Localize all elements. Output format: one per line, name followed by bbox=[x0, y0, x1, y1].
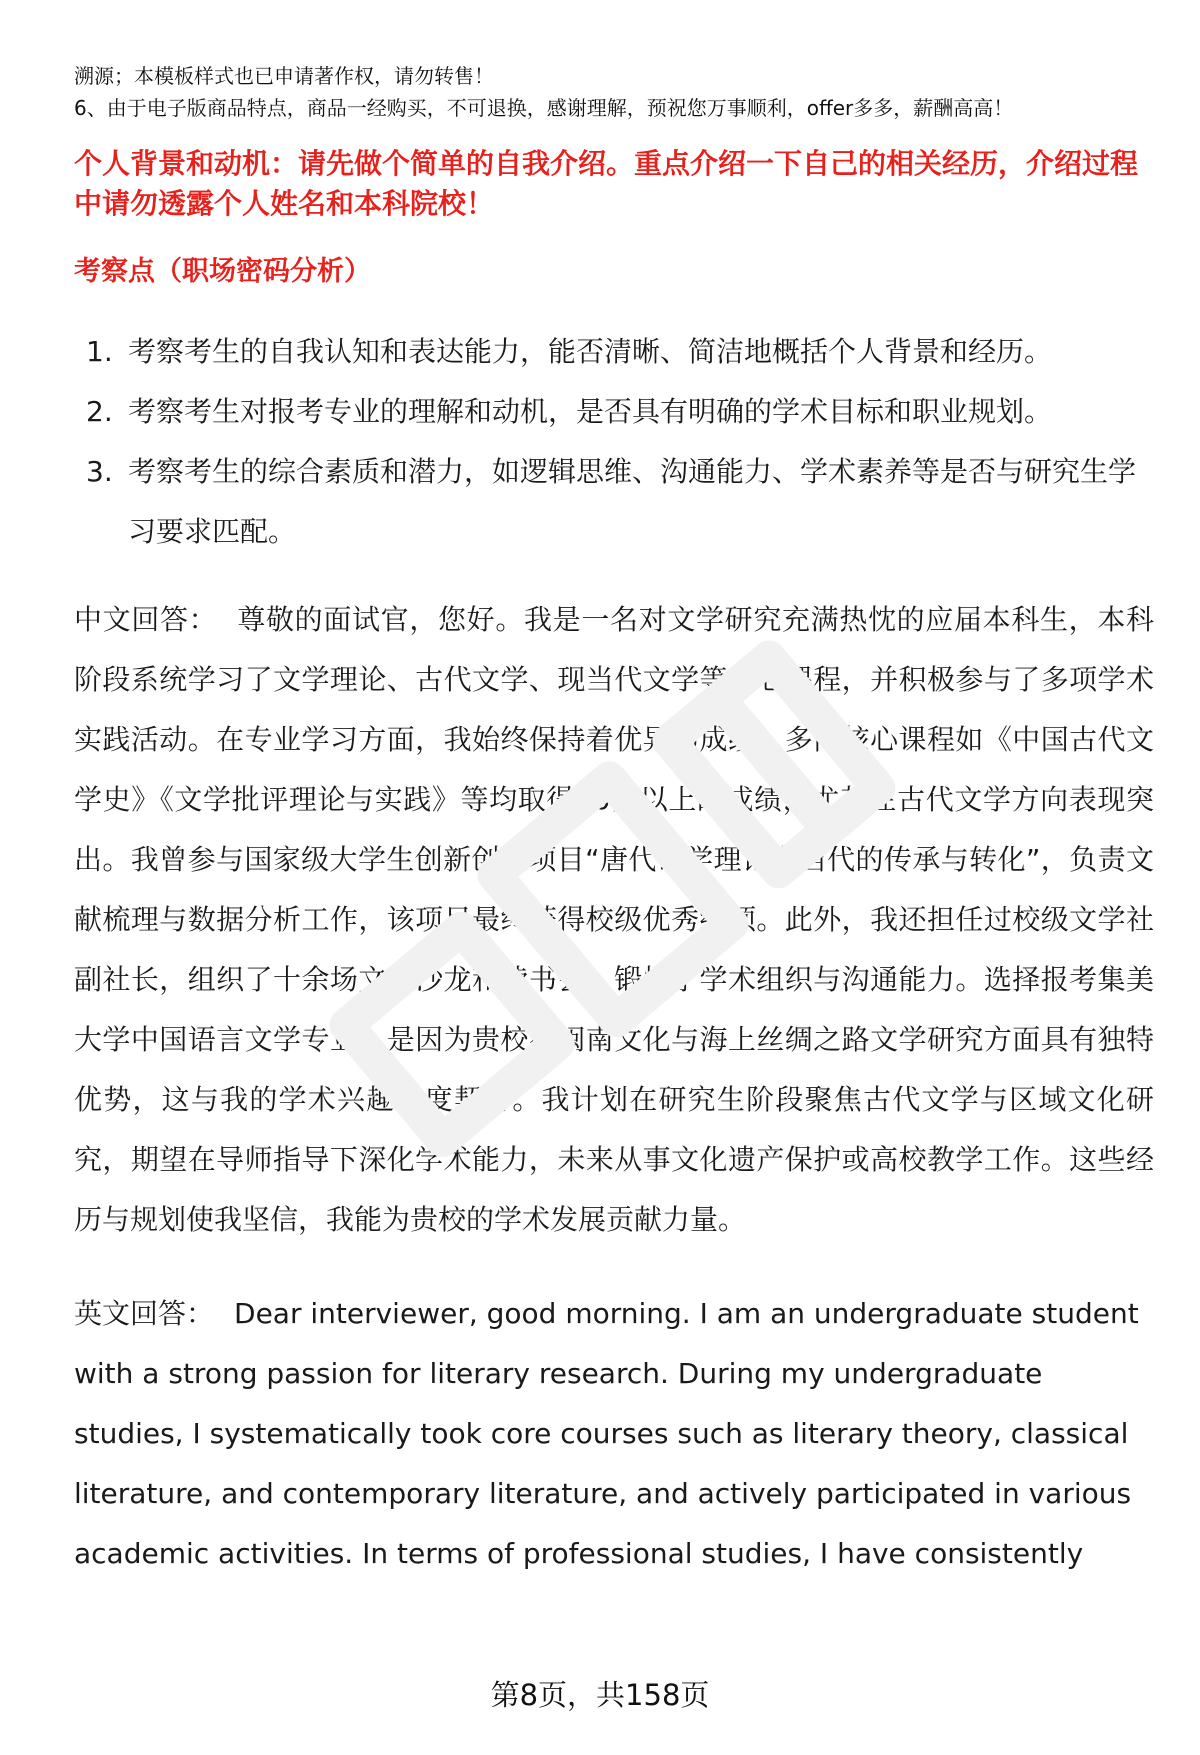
notice-line-2: 6、由于电子版商品特点，商品一经购买，不可退换，感谢理解，预祝您万事顺利，offer多多，薪酬高高！ bbox=[74, 96, 1014, 120]
analysis-title: 考察点（职场密码分析） bbox=[74, 256, 371, 287]
point-text: 考察考生的综合素质和潜力，如逻辑思维、沟通能力、学术素养等是否与研究生学习要求匹配。 bbox=[128, 455, 1137, 548]
analysis-point bbox=[74, 382, 1154, 442]
chinese-answer-label: 中文回答： bbox=[74, 603, 218, 636]
question-title: 个人背景和动机：请先做个简单的自我介绍。重点介绍一下自己的相关经历，介绍过程中请勿透露个人姓名和本科院校！ bbox=[74, 147, 1139, 220]
analysis-point bbox=[74, 442, 1154, 562]
notice-line-1: 溯源；本模板样式也已申请著作权，请勿转售！ bbox=[74, 64, 494, 88]
point-number: 2. bbox=[86, 395, 113, 428]
english-answer-text: Dear interviewer, good morning. I am an undergraduate student with a strong passion for literary research. During my undergraduate studies, I systematically took core courses such as literary theory, classical literature, and contemporary literature, and actively participated in various academic activities. In terms of professional studies, I have consistently bbox=[74, 1297, 1139, 1570]
english-answer bbox=[74, 1284, 1154, 1584]
point-number: 3. bbox=[86, 455, 113, 488]
english-answer-label: 英文回答： bbox=[74, 1297, 215, 1330]
point-number: 1. bbox=[86, 335, 113, 368]
analysis-point bbox=[74, 322, 1154, 382]
chinese-answer bbox=[74, 590, 1154, 1250]
page-number: 第8页，共158页 bbox=[490, 1678, 710, 1712]
document-page bbox=[74, 60, 1154, 1584]
chinese-answer-text: 尊敬的面试官，您好。我是一名对文学研究充满热忱的应届本科生，本科阶段系统学习了文学理论、古代文学、现当代文学等核心课程，并积极参与了多项学术实践活动。在专业学习方面，我始终保持着优异的成绩，多门核心课程如《中国古代文学史》《文学批评理论与实践》等均取得90分以上的成绩，尤其在古代文学方向表现突出。我曾参与国家级大学生创新创业项目“唐代诗学理论在当代的传承与转化”，负责文献梳理与数据分析工作，该项目最终获得校级优秀结项。此外，我还担任过校级文学社副社长，组织了十余场文学沙龙和读书会，锻炼了学术组织与沟通能力。选择报考集美大学中国语言文学专业，是因为贵校在闽南文化与海上丝绸之路文学研究方面具有独特优势，这与我的学术兴趣高度契合。我计划在研究生阶段聚焦古代文学与区域文化研究，期望在导师指导下深化学术能力，未来从事文化遗产保护或高校教学工作。这些经历与规划使我坚信，我能为贵校的学术发展贡献力量。 bbox=[74, 603, 1154, 1236]
point-text: 考察考生对报考专业的理解和动机，是否具有明确的学术目标和职业规划。 bbox=[128, 395, 1053, 428]
point-text: 考察考生的自我认知和表达能力，能否清晰、简洁地概括个人背景和经历。 bbox=[128, 335, 1053, 368]
analysis-points-list bbox=[74, 322, 1154, 562]
